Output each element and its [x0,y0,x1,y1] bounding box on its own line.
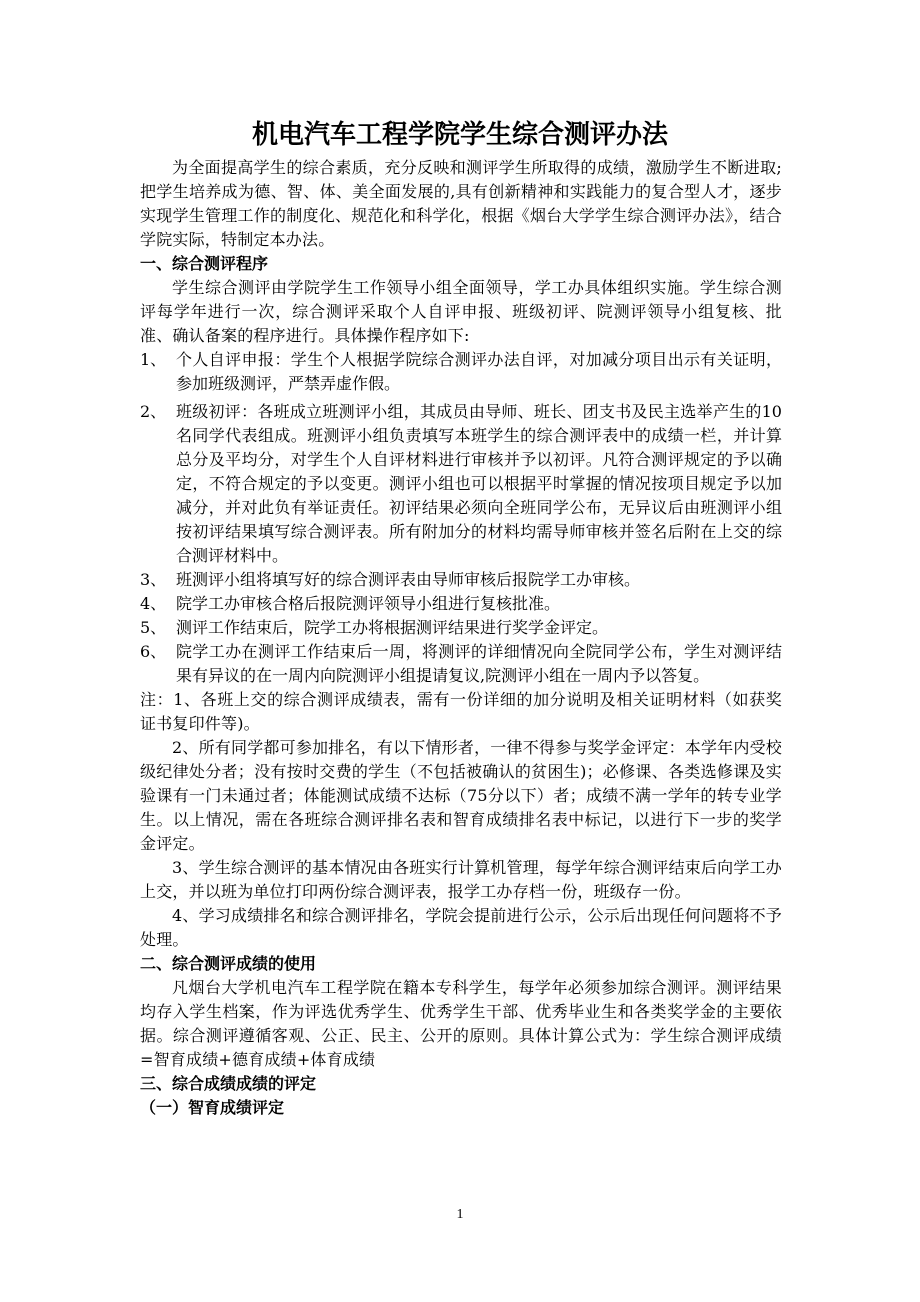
procedure-item [140,348,782,396]
note-1: 注：1、各班上交的综合测评成绩表，需有一份详细的加分说明及相关证明材料（如获奖证书复印件等)。 [140,690,782,733]
section-2-heading: 二、综合测评成绩的使用 [140,954,317,973]
procedure-item-text: 测评工作结束后，院学工办将根据测评结果进行奖学金评定。 [176,618,609,637]
procedure-item [140,616,782,640]
note-2: 2、所有同学都可参加排名，有以下情形者，一律不得参与奖学金评定：本学年内受校级纪律处分者；没有按时交费的学生（不包括被确认的贫困生)；必修课、各类选修课及实验课有一门未通过者；体能测试成绩不达标（75分以下）者；成绩不满一学年的转专业学生。以上情况，需在各班综合测评排名表和智育成绩排名表中标记，以进行下一步的奖学金评定。 [140,738,782,853]
procedure-item [140,592,782,616]
note-3: 3、学生综合测评的基本情况由各班实行计算机管理，每学年综合测评结束后向学工办上交，并以班为单位打印两份综合测评表，报学工办存档一份，班级存一份。 [140,858,782,901]
procedure-item-text: 班级初评：各班成立班测评小组，其成员由导师、班长、团支书及民主选举产生的10名同学代表组成。班测评小组负责填写本班学生的综合测评表中的成绩一栏，并计算总分及平均分，对学生个人自评材料进行审核并予以初评。凡符合测评规定的予以确定，不符合规定的予以变更。测评小组也可以根据平时掌握的情况按项目规定予以加减分，并对此负有举证责任。初评结果必须向全班同学公布，无异议后由班测评小组按初评结果填写综合测评表。所有附加分的材料均需导师审核并签名后附在上交的综合测评材料中。 [176,402,782,565]
procedure-item-number: 3、 [140,570,167,589]
procedure-item-text: 院学工办在测评工作结束后一周，将测评的详细情况向全院同学公布，学生对测评结果有异议的在一周内向院测评小组提请复议,院测评小组在一周内予以答复。 [176,642,782,685]
note-4: 4、学习成绩排名和综合测评排名，学院会提前进行公示，公示后出现任何问题将不予处理。 [140,906,782,949]
procedure-item-text: 院学工办审核合格后报院测评领导小组进行复核批准。 [176,594,561,613]
section-3-heading: 三、综合成绩成绩的评定 [140,1074,317,1093]
procedure-item [140,568,782,592]
procedure-item-number: 1、 [140,350,167,369]
page-number: 1 [456,1207,464,1222]
procedure-item [140,400,782,568]
document-title: 机电汽车工程学院学生综合测评办法 [251,120,668,150]
intro-paragraph: 为全面提高学生的综合素质，充分反映和测评学生所取得的成绩，激励学生不断进取;把学生培养成为德、智、体、美全面发展的,具有创新精神和实践能力的复合型人才，逐步实现学生管理工作的制度化、规范化和科学化，根据《烟台大学学生综合测评办法》，结合学院实际，特制定本办法。 [140,158,782,249]
document-body [140,156,782,1120]
procedure-item-number: 4、 [140,594,167,613]
procedure-item [140,640,782,688]
section-3-subheading: （一）智育成绩评定 [140,1098,285,1117]
procedure-item-number: 2、 [140,402,167,421]
procedure-item-text: 个人自评申报：学生个人根据学院综合测评办法自评，对加减分项目出示有关证明，参加班级测评，严禁弄虚作假。 [176,350,782,393]
procedure-item-number: 6、 [140,642,167,661]
procedure-item-number: 5、 [140,618,167,637]
section-1-paragraph: 学生综合测评由学院学生工作领导小组全面领导，学工办具体组织实施。学生综合测评每学年进行一次，综合测评采取个人自评申报、班级初评、院测评领导小组复核、批准、确认备案的程序进行。具体操作程序如下: [140,278,782,345]
section-1-heading: 一、综合测评程序 [140,254,269,273]
procedure-item-text: 班测评小组将填写好的综合测评表由导师审核后报院学工办审核。 [176,570,641,589]
section-2-paragraph: 凡烟台大学机电汽车工程学院在籍本专科学生，每学年必须参加综合测评。测评结果均存入学生档案，作为评选优秀学生、优秀学生干部、优秀毕业生和各类奖学金的主要依据。综合测评遵循客观、公正、民主、公开的原则。具体计算公式为：学生综合测评成绩=智育成绩+德育成绩+体育成绩 [140,978,782,1069]
